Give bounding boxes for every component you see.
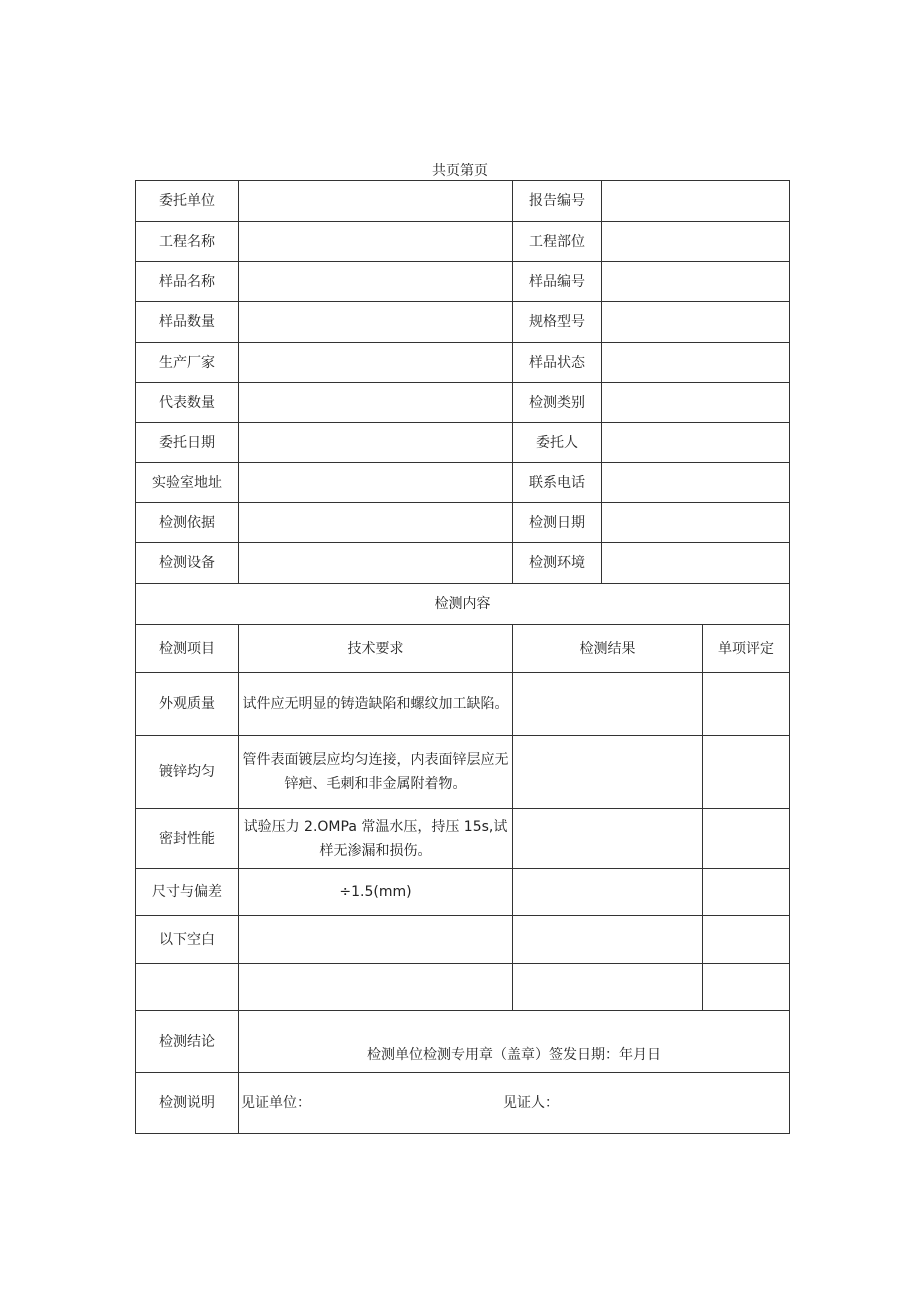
info-row (136, 423, 790, 463)
content-row (136, 964, 790, 1011)
item-rating[interactable] (703, 809, 790, 869)
field-value[interactable] (239, 222, 513, 262)
field-value[interactable] (239, 302, 513, 343)
content-row (136, 916, 790, 964)
field-label: 检测依据 (136, 503, 239, 543)
field-value[interactable] (602, 463, 790, 503)
test-item (136, 964, 239, 1011)
field-label: 检测日期 (513, 503, 602, 543)
field-label: 样品数量 (136, 302, 239, 343)
technical-requirement: 试件应无明显的铸造缺陷和螺纹加工缺陷。 (239, 673, 513, 736)
inspection-report-form (135, 180, 790, 1134)
field-label: 委托日期 (136, 423, 239, 463)
item-rating[interactable] (703, 673, 790, 736)
field-label: 规格型号 (513, 302, 602, 343)
field-value[interactable] (602, 343, 790, 383)
test-item: 外观质量 (136, 673, 239, 736)
field-label: 检测类别 (513, 383, 602, 423)
content-header-row (136, 625, 790, 673)
content-section-title-row (136, 584, 790, 625)
field-label: 实验室地址 (136, 463, 239, 503)
content-row (136, 736, 790, 809)
section-title: 检测内容 (136, 584, 790, 625)
witness-person-label: 见证人： (503, 1095, 559, 1111)
field-value[interactable] (239, 262, 513, 302)
field-value[interactable] (239, 343, 513, 383)
technical-requirement (239, 916, 513, 964)
field-label: 样品编号 (513, 262, 602, 302)
info-row (136, 463, 790, 503)
field-value[interactable] (602, 262, 790, 302)
info-row (136, 302, 790, 343)
technical-requirement: 管件表面镀层应均匀连接，内表面锌层应无锌疤、毛刺和非金属附着物。 (239, 736, 513, 809)
field-label: 样品名称 (136, 262, 239, 302)
info-row (136, 262, 790, 302)
field-value[interactable] (602, 181, 790, 222)
test-result[interactable] (513, 869, 703, 916)
field-value[interactable] (239, 463, 513, 503)
field-value[interactable] (239, 383, 513, 423)
field-label: 工程部位 (513, 222, 602, 262)
item-rating[interactable] (703, 964, 790, 1011)
notes-cell[interactable] (239, 1073, 790, 1134)
column-header-item: 检测项目 (136, 625, 239, 673)
test-result[interactable] (513, 809, 703, 869)
witness-unit-label: 见证单位： (241, 1095, 311, 1111)
field-value[interactable] (602, 302, 790, 343)
test-result[interactable] (513, 736, 703, 809)
info-row (136, 383, 790, 423)
field-label: 样品状态 (513, 343, 602, 383)
notes-row (136, 1073, 790, 1134)
conclusion-label: 检测结论 (136, 1011, 239, 1073)
test-result[interactable] (513, 673, 703, 736)
conclusion-cell[interactable] (239, 1011, 790, 1073)
field-label: 委托单位 (136, 181, 239, 222)
test-item: 密封性能 (136, 809, 239, 869)
field-value[interactable] (239, 423, 513, 463)
info-row (136, 343, 790, 383)
field-value[interactable] (602, 423, 790, 463)
technical-requirement (239, 964, 513, 1011)
field-value[interactable] (602, 543, 790, 584)
field-label: 检测环境 (513, 543, 602, 584)
notes-label: 检测说明 (136, 1073, 239, 1134)
column-header-rating: 单项评定 (703, 625, 790, 673)
content-row (136, 673, 790, 736)
field-value[interactable] (602, 503, 790, 543)
field-value[interactable] (602, 222, 790, 262)
page-indicator: 共页第页 (432, 163, 488, 179)
test-result[interactable] (513, 964, 703, 1011)
content-row (136, 869, 790, 916)
field-label: 检测设备 (136, 543, 239, 584)
item-rating[interactable] (703, 736, 790, 809)
item-rating[interactable] (703, 916, 790, 964)
test-item: 以下空白 (136, 916, 239, 964)
field-label: 委托人 (513, 423, 602, 463)
field-label: 代表数量 (136, 383, 239, 423)
info-row (136, 543, 790, 584)
info-row (136, 181, 790, 222)
column-header-requirement: 技术要求 (239, 625, 513, 673)
column-header-result: 检测结果 (513, 625, 703, 673)
field-label: 联系电话 (513, 463, 602, 503)
conclusion-text: 检测单位检测专用章（盖章）签发日期：年月日 (367, 1046, 661, 1063)
info-row (136, 503, 790, 543)
test-result[interactable] (513, 916, 703, 964)
field-value[interactable] (602, 383, 790, 423)
info-row (136, 222, 790, 262)
item-rating[interactable] (703, 869, 790, 916)
technical-requirement: ÷1.5(mm) (239, 869, 513, 916)
conclusion-row (136, 1011, 790, 1073)
field-label: 生产厂家 (136, 343, 239, 383)
field-label: 报告编号 (513, 181, 602, 222)
technical-requirement: 试验压力 2.OMPa 常温水压，持压 15s,试样无渗漏和损伤。 (239, 809, 513, 869)
field-label: 工程名称 (136, 222, 239, 262)
test-item: 镀锌均匀 (136, 736, 239, 809)
content-row (136, 809, 790, 869)
field-value[interactable] (239, 181, 513, 222)
field-value[interactable] (239, 543, 513, 584)
field-value[interactable] (239, 503, 513, 543)
test-item: 尺寸与偏差 (136, 869, 239, 916)
